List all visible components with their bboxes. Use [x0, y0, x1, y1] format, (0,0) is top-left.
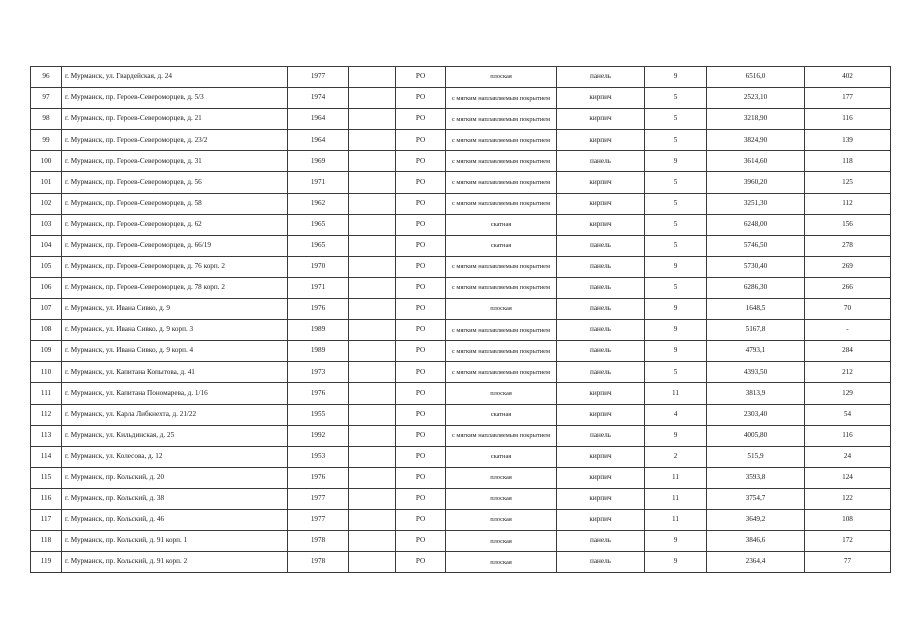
empty-cell	[349, 67, 396, 88]
row-number: 109	[31, 341, 62, 362]
table-row	[31, 256, 891, 277]
row-number: 105	[31, 256, 62, 277]
residents-cell: 116	[805, 425, 891, 446]
area-cell: 3593,8	[707, 467, 805, 488]
address-cell: г. Мурманск, пр. Кольский, д. 91 корп. 2	[62, 552, 288, 573]
ro-cell: РО	[396, 320, 446, 341]
empty-cell	[349, 362, 396, 383]
wall-material-cell: кирпич	[557, 109, 645, 130]
row-number: 112	[31, 404, 62, 425]
area-cell: 3614,60	[707, 151, 805, 172]
wall-material-cell: панель	[557, 320, 645, 341]
wall-material-cell: панель	[557, 299, 645, 320]
empty-cell	[349, 467, 396, 488]
address-cell: г. Мурманск, пр. Героев-Североморцев, д. 23/2	[62, 130, 288, 151]
address-cell: г. Мурманск, пр. Героев-Североморцев, д. 66/19	[62, 235, 288, 256]
roof-type-cell: скатная	[446, 235, 557, 256]
wall-material-cell: панель	[557, 362, 645, 383]
residents-cell: 402	[805, 67, 891, 88]
ro-cell: РО	[396, 277, 446, 298]
wall-material-cell: кирпич	[557, 467, 645, 488]
row-number: 108	[31, 320, 62, 341]
wall-material-cell: панель	[557, 235, 645, 256]
row-number: 99	[31, 130, 62, 151]
area-cell: 3754,7	[707, 488, 805, 509]
area-cell: 4005,80	[707, 425, 805, 446]
row-number: 116	[31, 488, 62, 509]
address-cell: г. Мурманск, ул. Кильдинская, д. 25	[62, 425, 288, 446]
roof-type-cell: с мягким наплавляемым покрытием	[446, 172, 557, 193]
wall-material-cell: кирпич	[557, 404, 645, 425]
ro-cell: РО	[396, 383, 446, 404]
floors-cell: 9	[645, 320, 707, 341]
ro-cell: РО	[396, 531, 446, 552]
ro-cell: РО	[396, 256, 446, 277]
roof-type-cell: с мягким наплавляемым покрытием	[446, 341, 557, 362]
roof-type-cell: плоская	[446, 488, 557, 509]
table-row	[31, 341, 891, 362]
floors-cell: 5	[645, 130, 707, 151]
ro-cell: РО	[396, 299, 446, 320]
ro-cell: РО	[396, 509, 446, 530]
roof-type-cell: плоская	[446, 383, 557, 404]
table-row	[31, 67, 891, 88]
address-cell: г. Мурманск, ул. Капитана Копытова, д. 41	[62, 362, 288, 383]
address-cell: г. Мурманск, пр. Героев-Североморцев, д. 5/3	[62, 88, 288, 109]
empty-cell	[349, 172, 396, 193]
table-row	[31, 467, 891, 488]
residents-cell: 112	[805, 193, 891, 214]
roof-type-cell: плоская	[446, 67, 557, 88]
row-number: 117	[31, 509, 62, 530]
ro-cell: РО	[396, 446, 446, 467]
year-built-cell: 1962	[288, 193, 349, 214]
area-cell: 3960,20	[707, 172, 805, 193]
residents-cell: 54	[805, 404, 891, 425]
empty-cell	[349, 341, 396, 362]
residents-cell: 284	[805, 341, 891, 362]
ro-cell: РО	[396, 130, 446, 151]
row-number: 113	[31, 425, 62, 446]
area-cell: 4793,1	[707, 341, 805, 362]
year-built-cell: 1969	[288, 151, 349, 172]
residents-cell: 129	[805, 383, 891, 404]
ro-cell: РО	[396, 488, 446, 509]
ro-cell: РО	[396, 425, 446, 446]
row-number: 114	[31, 446, 62, 467]
area-cell: 6286,30	[707, 277, 805, 298]
roof-type-cell: с мягким наплавляемым покрытием	[446, 151, 557, 172]
ro-cell: РО	[396, 109, 446, 130]
area-cell: 2523,10	[707, 88, 805, 109]
table-row	[31, 509, 891, 530]
residents-cell: 266	[805, 277, 891, 298]
area-cell: 6516,0	[707, 67, 805, 88]
residents-cell: 24	[805, 446, 891, 467]
empty-cell	[349, 193, 396, 214]
wall-material-cell: панель	[557, 425, 645, 446]
wall-material-cell: кирпич	[557, 509, 645, 530]
roof-type-cell: с мягким наплавляемым покрытием	[446, 256, 557, 277]
wall-material-cell: панель	[557, 552, 645, 573]
year-built-cell: 1976	[288, 467, 349, 488]
row-number: 103	[31, 214, 62, 235]
ro-cell: РО	[396, 67, 446, 88]
wall-material-cell: кирпич	[557, 193, 645, 214]
table-row	[31, 193, 891, 214]
year-built-cell: 1974	[288, 88, 349, 109]
area-cell: 2364,4	[707, 552, 805, 573]
year-built-cell: 1973	[288, 362, 349, 383]
wall-material-cell: панель	[557, 277, 645, 298]
housing-table	[30, 66, 891, 573]
year-built-cell: 1953	[288, 446, 349, 467]
ro-cell: РО	[396, 193, 446, 214]
table-row	[31, 109, 891, 130]
roof-type-cell: скатная	[446, 446, 557, 467]
row-number: 107	[31, 299, 62, 320]
table-row	[31, 531, 891, 552]
roof-type-cell: скатная	[446, 404, 557, 425]
wall-material-cell: панель	[557, 531, 645, 552]
wall-material-cell: кирпич	[557, 488, 645, 509]
row-number: 102	[31, 193, 62, 214]
address-cell: г. Мурманск, ул. Колесова, д. 12	[62, 446, 288, 467]
area-cell: 4393,50	[707, 362, 805, 383]
wall-material-cell: кирпич	[557, 130, 645, 151]
table-row	[31, 277, 891, 298]
ro-cell: РО	[396, 235, 446, 256]
area-cell: 3649,2	[707, 509, 805, 530]
area-cell: 3846,6	[707, 531, 805, 552]
floors-cell: 9	[645, 341, 707, 362]
floors-cell: 5	[645, 235, 707, 256]
floors-cell: 5	[645, 362, 707, 383]
year-built-cell: 1992	[288, 425, 349, 446]
table-row	[31, 425, 891, 446]
residents-cell: 118	[805, 151, 891, 172]
row-number: 115	[31, 467, 62, 488]
empty-cell	[349, 277, 396, 298]
table-row	[31, 235, 891, 256]
residents-cell: 212	[805, 362, 891, 383]
address-cell: г. Мурманск, ул. Ивана Сивко, д. 9	[62, 299, 288, 320]
wall-material-cell: кирпич	[557, 172, 645, 193]
ro-cell: РО	[396, 404, 446, 425]
roof-type-cell: плоская	[446, 531, 557, 552]
floors-cell: 2	[645, 446, 707, 467]
floors-cell: 5	[645, 172, 707, 193]
table-row	[31, 404, 891, 425]
year-built-cell: 1970	[288, 256, 349, 277]
roof-type-cell: плоская	[446, 299, 557, 320]
floors-cell: 11	[645, 383, 707, 404]
wall-material-cell: панель	[557, 151, 645, 172]
area-cell: 3813,9	[707, 383, 805, 404]
row-number: 104	[31, 235, 62, 256]
ro-cell: РО	[396, 172, 446, 193]
row-number: 100	[31, 151, 62, 172]
residents-cell: 122	[805, 488, 891, 509]
ro-cell: РО	[396, 151, 446, 172]
row-number: 106	[31, 277, 62, 298]
table-row	[31, 172, 891, 193]
residents-cell: 278	[805, 235, 891, 256]
empty-cell	[349, 320, 396, 341]
empty-cell	[349, 299, 396, 320]
ro-cell: РО	[396, 362, 446, 383]
wall-material-cell: панель	[557, 256, 645, 277]
table-row	[31, 88, 891, 109]
wall-material-cell: панель	[557, 67, 645, 88]
area-cell: 1648,5	[707, 299, 805, 320]
floors-cell: 5	[645, 214, 707, 235]
residents-cell: -	[805, 320, 891, 341]
address-cell: г. Мурманск, ул. Ивана Сивко, д. 9 корп. 4	[62, 341, 288, 362]
area-cell: 5730,40	[707, 256, 805, 277]
empty-cell	[349, 214, 396, 235]
address-cell: г. Мурманск, пр. Героев-Североморцев, д. 56	[62, 172, 288, 193]
year-built-cell: 1978	[288, 531, 349, 552]
table-row	[31, 552, 891, 573]
area-cell: 5746,50	[707, 235, 805, 256]
roof-type-cell: с мягким наплавляемым покрытием	[446, 130, 557, 151]
table-body	[31, 67, 891, 573]
residents-cell: 139	[805, 130, 891, 151]
empty-cell	[349, 235, 396, 256]
floors-cell: 5	[645, 277, 707, 298]
roof-type-cell: с мягким наплавляемым покрытием	[446, 362, 557, 383]
year-built-cell: 1989	[288, 320, 349, 341]
wall-material-cell: кирпич	[557, 88, 645, 109]
ro-cell: РО	[396, 552, 446, 573]
address-cell: г. Мурманск, пр. Кольский, д. 46	[62, 509, 288, 530]
ro-cell: РО	[396, 88, 446, 109]
address-cell: г. Мурманск, пр. Кольский, д. 38	[62, 488, 288, 509]
residents-cell: 177	[805, 88, 891, 109]
empty-cell	[349, 151, 396, 172]
floors-cell: 9	[645, 299, 707, 320]
floors-cell: 9	[645, 531, 707, 552]
year-built-cell: 1965	[288, 214, 349, 235]
year-built-cell: 1971	[288, 277, 349, 298]
floors-cell: 9	[645, 552, 707, 573]
row-number: 101	[31, 172, 62, 193]
table-row	[31, 214, 891, 235]
roof-type-cell: с мягким наплавляемым покрытием	[446, 277, 557, 298]
table-row	[31, 383, 891, 404]
floors-cell: 9	[645, 151, 707, 172]
address-cell: г. Мурманск, пр. Героев-Североморцев, д. 21	[62, 109, 288, 130]
address-cell: г. Мурманск, пр. Героев-Североморцев, д. 78 корп. 2	[62, 277, 288, 298]
floors-cell: 5	[645, 109, 707, 130]
table-row	[31, 488, 891, 509]
row-number: 98	[31, 109, 62, 130]
residents-cell: 70	[805, 299, 891, 320]
floors-cell: 5	[645, 193, 707, 214]
row-number: 97	[31, 88, 62, 109]
residents-cell: 108	[805, 509, 891, 530]
residents-cell: 156	[805, 214, 891, 235]
empty-cell	[349, 88, 396, 109]
address-cell: г. Мурманск, ул. Капитана Пономарева, д. 1/16	[62, 383, 288, 404]
empty-cell	[349, 383, 396, 404]
empty-cell	[349, 531, 396, 552]
row-number: 118	[31, 531, 62, 552]
roof-type-cell: с мягким наплавляемым покрытием	[446, 425, 557, 446]
year-built-cell: 1965	[288, 235, 349, 256]
row-number: 110	[31, 362, 62, 383]
floors-cell: 4	[645, 404, 707, 425]
roof-type-cell: с мягким наплавляемым покрытием	[446, 320, 557, 341]
year-built-cell: 1989	[288, 341, 349, 362]
floors-cell: 9	[645, 67, 707, 88]
row-number: 111	[31, 383, 62, 404]
year-built-cell: 1978	[288, 552, 349, 573]
empty-cell	[349, 404, 396, 425]
address-cell: г. Мурманск, пр. Героев-Североморцев, д. 58	[62, 193, 288, 214]
table-row	[31, 130, 891, 151]
year-built-cell: 1977	[288, 67, 349, 88]
address-cell: г. Мурманск, пр. Кольский, д. 20	[62, 467, 288, 488]
address-cell: г. Мурманск, пр. Кольский, д. 91 корп. 1	[62, 531, 288, 552]
ro-cell: РО	[396, 341, 446, 362]
area-cell: 5167,8	[707, 320, 805, 341]
ro-cell: РО	[396, 214, 446, 235]
wall-material-cell: панель	[557, 341, 645, 362]
roof-type-cell: плоская	[446, 552, 557, 573]
address-cell: г. Мурманск, пр. Героев-Североморцев, д. 31	[62, 151, 288, 172]
floors-cell: 11	[645, 488, 707, 509]
table-row	[31, 362, 891, 383]
row-number: 96	[31, 67, 62, 88]
empty-cell	[349, 446, 396, 467]
wall-material-cell: кирпич	[557, 383, 645, 404]
year-built-cell: 1955	[288, 404, 349, 425]
wall-material-cell: кирпич	[557, 446, 645, 467]
year-built-cell: 1977	[288, 509, 349, 530]
year-built-cell: 1977	[288, 488, 349, 509]
area-cell: 3824,90	[707, 130, 805, 151]
residents-cell: 269	[805, 256, 891, 277]
roof-type-cell: плоская	[446, 467, 557, 488]
area-cell: 3218,90	[707, 109, 805, 130]
year-built-cell: 1964	[288, 109, 349, 130]
residents-cell: 77	[805, 552, 891, 573]
empty-cell	[349, 130, 396, 151]
year-built-cell: 1976	[288, 299, 349, 320]
roof-type-cell: с мягким наплавляемым покрытием	[446, 193, 557, 214]
empty-cell	[349, 552, 396, 573]
empty-cell	[349, 109, 396, 130]
empty-cell	[349, 488, 396, 509]
table-row	[31, 151, 891, 172]
area-cell: 2303,40	[707, 404, 805, 425]
row-number: 119	[31, 552, 62, 573]
year-built-cell: 1976	[288, 383, 349, 404]
floors-cell: 11	[645, 467, 707, 488]
floors-cell: 5	[645, 88, 707, 109]
year-built-cell: 1971	[288, 172, 349, 193]
floors-cell: 9	[645, 256, 707, 277]
roof-type-cell: с мягким наплавляемым покрытием	[446, 109, 557, 130]
residents-cell: 124	[805, 467, 891, 488]
area-cell: 3251,30	[707, 193, 805, 214]
table-row	[31, 299, 891, 320]
floors-cell: 11	[645, 509, 707, 530]
table-row	[31, 320, 891, 341]
address-cell: г. Мурманск, ул. Ивана Сивко, д. 9 корп. 3	[62, 320, 288, 341]
roof-type-cell: скатная	[446, 214, 557, 235]
year-built-cell: 1964	[288, 130, 349, 151]
ro-cell: РО	[396, 467, 446, 488]
empty-cell	[349, 256, 396, 277]
residents-cell: 116	[805, 109, 891, 130]
address-cell: г. Мурманск, пр. Героев-Североморцев, д. 76 корп. 2	[62, 256, 288, 277]
area-cell: 6248,00	[707, 214, 805, 235]
empty-cell	[349, 425, 396, 446]
empty-cell	[349, 509, 396, 530]
residents-cell: 125	[805, 172, 891, 193]
roof-type-cell: плоская	[446, 509, 557, 530]
area-cell: 515,9	[707, 446, 805, 467]
address-cell: г. Мурманск, ул. Карла Либкнехта, д. 21/22	[62, 404, 288, 425]
address-cell: г. Мурманск, ул. Гвардейская, д. 24	[62, 67, 288, 88]
wall-material-cell: кирпич	[557, 214, 645, 235]
table-row	[31, 446, 891, 467]
floors-cell: 9	[645, 425, 707, 446]
address-cell: г. Мурманск, пр. Героев-Североморцев, д. 62	[62, 214, 288, 235]
residents-cell: 172	[805, 531, 891, 552]
roof-type-cell: с мягким наплавляемым покрытием	[446, 88, 557, 109]
